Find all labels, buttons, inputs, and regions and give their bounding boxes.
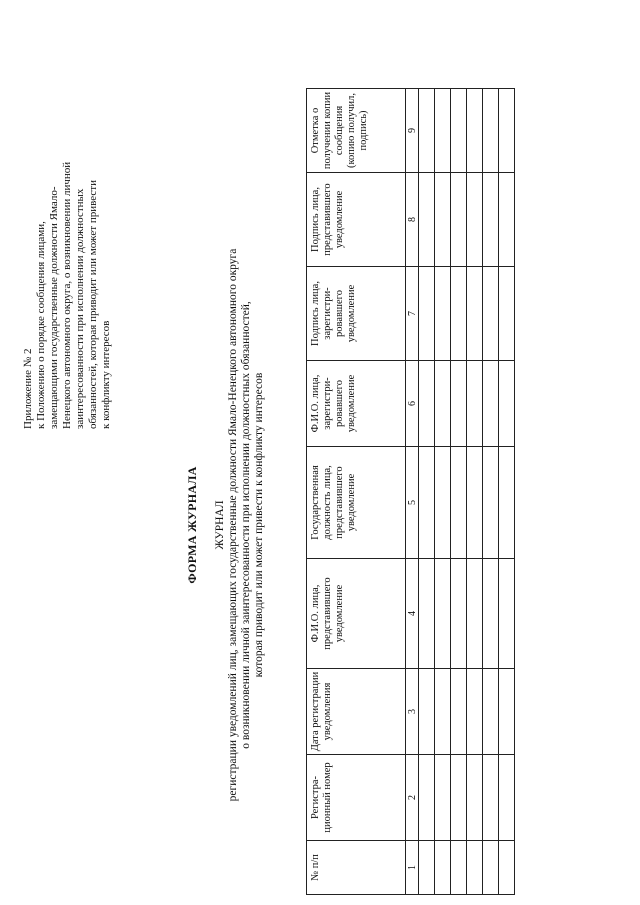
column-header: Подпись лица, представившего уведомление (307, 173, 406, 267)
journal-subtitle-line: регистрации уведомлений лиц, замещающих государственные должности Ямало-Ненецкого автономного округа (227, 248, 239, 802)
table-header-row (307, 89, 406, 895)
appendix-line: к конфликту интересов (100, 320, 112, 429)
column-header: Ф.И.О. лица, представившего уведомление (307, 559, 406, 669)
column-header: Регистра-ционный номер (307, 755, 406, 841)
table-cell (499, 669, 515, 755)
table-cell (419, 841, 435, 895)
column-header: № п/п (307, 841, 406, 895)
table-cell (419, 89, 435, 173)
column-number: 8 (406, 173, 419, 267)
table-row (435, 89, 451, 895)
table-cell (451, 755, 467, 841)
table-cell (451, 361, 467, 447)
table-cell (499, 173, 515, 267)
column-number: 5 (406, 447, 419, 559)
appendix-line: Приложение № 2 (22, 348, 34, 429)
column-header: Подпись лица, зарегистри-ровавшего уведомление (307, 267, 406, 361)
appendix-line: замещающими государственные должности Ямало- (48, 186, 60, 429)
table-cell (483, 669, 499, 755)
table-cell (435, 173, 451, 267)
column-number: 2 (406, 755, 419, 841)
table-cell (435, 447, 451, 559)
table-row (483, 89, 499, 895)
table-cell (467, 669, 483, 755)
table-cell (499, 755, 515, 841)
table-cell (435, 361, 451, 447)
journal-subtitle-line: которая приводит или может привести к конфликту интересов (253, 372, 265, 678)
table-cell (419, 447, 435, 559)
table-cell (483, 361, 499, 447)
table-cell (451, 669, 467, 755)
table-cell (467, 841, 483, 895)
table-cell (435, 755, 451, 841)
journal-subtitle-line: о возникновении личной заинтересованности при исполнении должностных обязанностей, (240, 301, 252, 749)
table-row (451, 89, 467, 895)
table-cell (451, 173, 467, 267)
column-number: 6 (406, 361, 419, 447)
table-cell (435, 669, 451, 755)
table-body (419, 89, 515, 895)
table-cell (467, 361, 483, 447)
column-number: 4 (406, 559, 419, 669)
appendix-line: Ненецкого автономного округа, о возникновении личной (61, 161, 73, 429)
table-cell (467, 559, 483, 669)
table-cell (435, 267, 451, 361)
table-cell (483, 89, 499, 173)
form-title: ФОРМА ЖУРНАЛА (185, 466, 199, 584)
table-cell (499, 559, 515, 669)
table-cell (483, 841, 499, 895)
table-cell (483, 267, 499, 361)
table-cell (483, 173, 499, 267)
appendix-line: к Положению о порядке сообщения лицами, (35, 221, 47, 429)
table-cell (419, 755, 435, 841)
table-cell (499, 447, 515, 559)
table-cell (419, 669, 435, 755)
column-number: 3 (406, 669, 419, 755)
column-number: 7 (406, 267, 419, 361)
table-cell (499, 841, 515, 895)
table-cell (419, 361, 435, 447)
table-cell (435, 559, 451, 669)
table-cell (499, 89, 515, 173)
table-cell (467, 267, 483, 361)
table-cell (451, 559, 467, 669)
table-cell (483, 447, 499, 559)
table-cell (435, 841, 451, 895)
column-number-row (406, 89, 419, 895)
table-row (419, 89, 435, 895)
table-cell (467, 755, 483, 841)
column-header: Дата регистрации уведомления (307, 669, 406, 755)
table-cell (451, 447, 467, 559)
table-cell (483, 755, 499, 841)
table-cell (435, 89, 451, 173)
table-cell (451, 89, 467, 173)
table-cell (483, 559, 499, 669)
column-number: 9 (406, 89, 419, 173)
appendix-line: обязанностей, которая приводит или может привести (87, 180, 99, 429)
table-cell (467, 173, 483, 267)
journal-table (306, 88, 515, 895)
table-row (499, 89, 515, 895)
column-header: Ф.И.О. лица, зарегистри-ровавшего уведомление (307, 361, 406, 447)
column-header: Отметка о получении копии сообщения (копию получил, подпись) (307, 89, 406, 173)
appendix-line: заинтересованности при исполнении должностных (74, 188, 86, 429)
journal-heading (214, 145, 266, 905)
table-cell (451, 267, 467, 361)
table-cell (419, 173, 435, 267)
table-cell (467, 447, 483, 559)
column-header: Государственная должность лица, представившего уведомление (307, 447, 406, 559)
table-cell (419, 267, 435, 361)
table-cell (419, 559, 435, 669)
table-cell (499, 267, 515, 361)
table-row (467, 89, 483, 895)
table-cell (499, 361, 515, 447)
table-cell (467, 89, 483, 173)
column-number: 1 (406, 841, 419, 895)
journal-title: ЖУРНАЛ (214, 500, 226, 550)
appendix-note (22, 109, 113, 429)
table-cell (451, 841, 467, 895)
